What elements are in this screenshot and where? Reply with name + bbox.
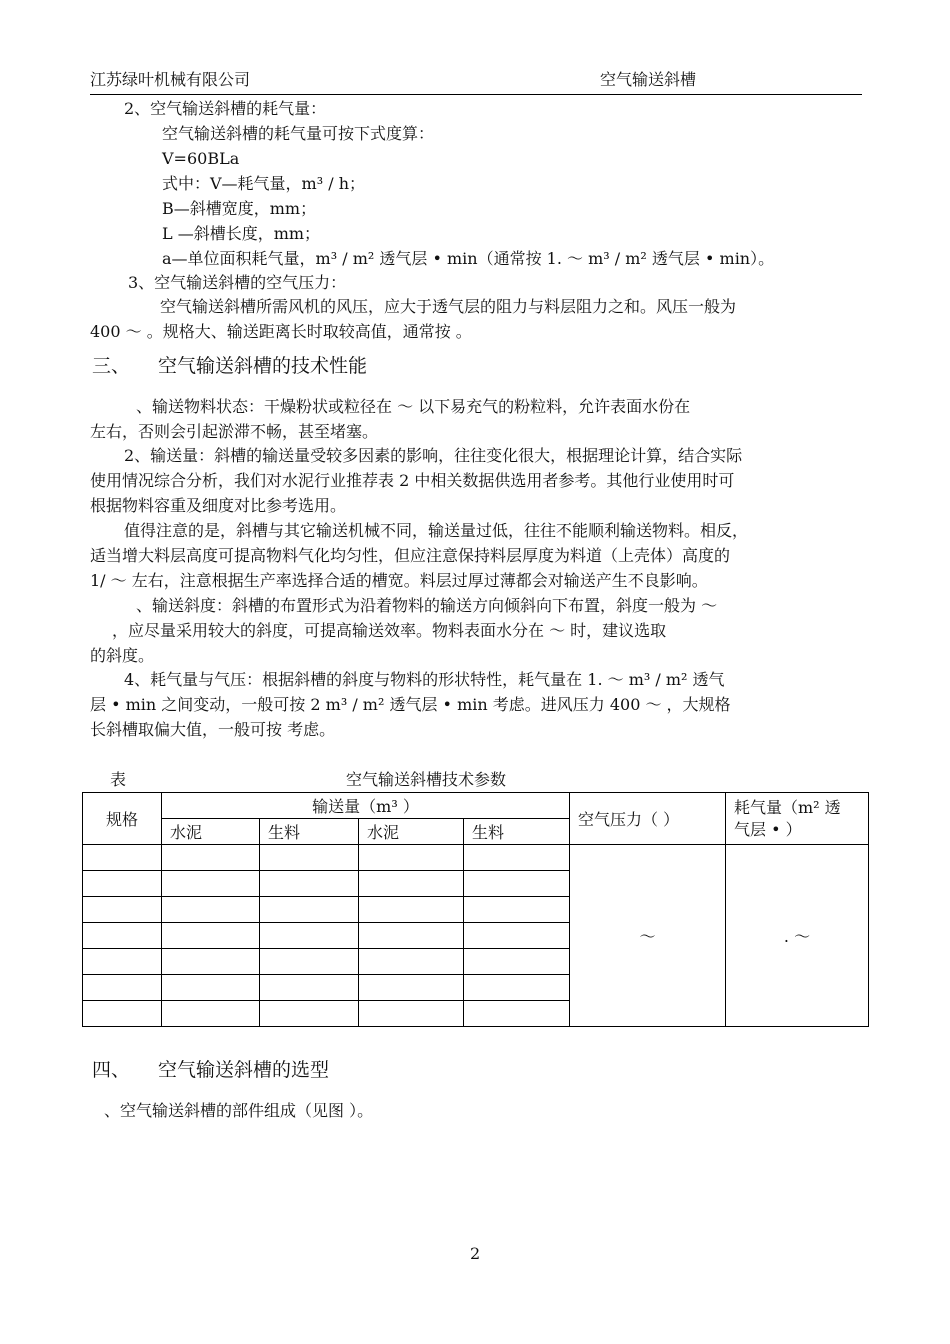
table-cell <box>464 1001 570 1027</box>
table-cell <box>464 845 570 871</box>
tech-params-table <box>82 792 869 1027</box>
table-cell <box>359 897 464 923</box>
col-header-air-consumption <box>726 793 869 845</box>
s3-p3-line3: 1/ ～ 左右，注意根据生产率选择合适的槽宽。料层过厚过薄都会对输送产生不良影响。 <box>90 571 708 590</box>
table-cell <box>260 1001 359 1027</box>
table-cell <box>359 1001 464 1027</box>
s3-para-line2: 400 ～ 。规格大、输送距离长时取较高值，通常按 。 <box>90 322 472 341</box>
col-header-pressure: 空气压力（ ） <box>570 793 726 845</box>
section3-number: 三、 <box>92 355 131 377</box>
section4-number: 四、 <box>92 1059 131 1081</box>
table-cell <box>359 871 464 897</box>
s3-p3-line2: 适当增大料层高度可提高物料气化均匀性，但应注意保持料层厚度为料道（上壳体）高度的 <box>90 546 731 565</box>
table-cell <box>359 975 464 1001</box>
table-cell <box>359 845 464 871</box>
header-doc-title: 空气输送斜槽 <box>600 70 697 89</box>
s2-var-v: 式中：V—耗气量，m³ / h； <box>162 174 366 193</box>
table-cell <box>162 845 260 871</box>
col-header-raw-2: 生料 <box>464 819 570 845</box>
air-header-line2: 气层 • ） <box>734 819 802 839</box>
s3-para-line1: 空气输送斜槽所需风机的风压，应大于透气层的阻力与料层阻力之和。风压一般为 <box>160 297 737 316</box>
header-rule <box>90 94 862 95</box>
table-cell <box>162 949 260 975</box>
s3-p4-line2: ，应尽量采用较大的斜度，可提高输送效率。物料表面水分在 ～ 时，建议选取 <box>112 621 667 640</box>
section3-title: 空气输送斜槽的技术性能 <box>158 355 368 377</box>
s3-p2-line1: 2、输送量：斜槽的输送量受较多因素的影响，往往变化很大，根据理论计算，结合实际 <box>124 446 743 465</box>
air-consumption-value: . ～ <box>726 845 869 1027</box>
table-cell <box>162 897 260 923</box>
table-caption-label: 表 <box>110 770 127 789</box>
s3-p1-line2: 左右，否则会引起淤滞不畅，甚至堵塞。 <box>90 422 379 441</box>
table-cell <box>83 923 162 949</box>
s2-formula: V=60BLa <box>162 149 240 168</box>
table-cell <box>464 897 570 923</box>
table-cell <box>260 923 359 949</box>
page-number: 2 <box>470 1244 481 1263</box>
s3-p2-line3: 根据物料容重及细度对比参考选用。 <box>90 496 347 515</box>
s3-p5-line2: 层 • min 之间变动，一般可按 2 m³ / m² 透气层 • min 考虑。进风压力 400 ～ ，大规格 <box>90 695 731 714</box>
table-cell <box>260 871 359 897</box>
table-cell <box>260 845 359 871</box>
table-cell <box>260 897 359 923</box>
table-cell <box>260 975 359 1001</box>
pressure-value: ～ <box>570 845 726 1027</box>
s3-p5-line1: 4、耗气量与气压：根据斜槽的斜度与物料的形状特性，耗气量在 1. ～ m³ / m² 透气 <box>124 670 725 689</box>
s2-var-a: a—单位面积耗气量，m³ / m² 透气层 • min（通常按 1. ～ m³ / m² 透气层 • min）。 <box>162 249 775 268</box>
s2-var-b: B—斜槽宽度，mm； <box>162 199 317 218</box>
table-caption-title: 空气输送斜槽技术参数 <box>346 770 507 789</box>
s3-title: 3、空气输送斜槽的空气压力： <box>128 273 347 292</box>
table-cell <box>464 975 570 1001</box>
section4-para: 、空气输送斜槽的部件组成（见图 ）。 <box>104 1101 374 1120</box>
s3-p1-line1: 、输送物料状态：干燥粉状或粒径在 ～ 以下易充气的粉粒料，允许表面水份在 <box>136 397 691 416</box>
table-cell <box>464 871 570 897</box>
table-cell <box>162 975 260 1001</box>
col-header-spec: 规格 <box>83 793 162 845</box>
table-cell <box>464 949 570 975</box>
table-cell <box>83 871 162 897</box>
table-cell <box>83 949 162 975</box>
s3-p5-line3: 长斜槽取偏大值，一般可按 考虑。 <box>90 720 336 739</box>
section4-title: 空气输送斜槽的选型 <box>158 1059 330 1081</box>
table-cell <box>162 1001 260 1027</box>
col-header-raw-1: 生料 <box>260 819 359 845</box>
s3-p4-line1: 、输送斜度：斜槽的布置形式为沿着物料的输送方向倾斜向下布置，斜度一般为 ～ <box>136 596 718 615</box>
s2-var-l: L —斜槽长度，mm； <box>162 224 321 243</box>
col-header-flow: 输送量（m³ ） <box>162 793 570 819</box>
table-cell <box>83 1001 162 1027</box>
s2-intro: 空气输送斜槽的耗气量可按下式度算： <box>162 124 435 143</box>
air-header-line1: 耗气量（m² 透 <box>734 797 841 817</box>
s3-p3-line1: 值得注意的是，斜槽与其它输送机械不同，输送量过低，往往不能顺利输送物料。相反， <box>124 521 749 540</box>
s3-p2-line2: 使用情况综合分析，我们对水泥行业推荐表 2 中相关数据供选用者参考。其他行业使用时可 <box>90 471 735 490</box>
s2-title: 2、空气输送斜槽的耗气量： <box>124 99 327 118</box>
table-cell <box>464 923 570 949</box>
table-cell <box>162 871 260 897</box>
s3-p4-line3: 的斜度。 <box>90 646 155 665</box>
header-company: 江苏绿叶机械有限公司 <box>90 70 251 89</box>
table-cell <box>83 975 162 1001</box>
col-header-cement-2: 水泥 <box>359 819 464 845</box>
table-cell <box>83 845 162 871</box>
table-cell <box>260 949 359 975</box>
table-cell <box>162 923 260 949</box>
table-cell <box>359 923 464 949</box>
table-cell <box>83 897 162 923</box>
table-cell <box>359 949 464 975</box>
col-header-cement-1: 水泥 <box>162 819 260 845</box>
table-row <box>83 845 869 871</box>
